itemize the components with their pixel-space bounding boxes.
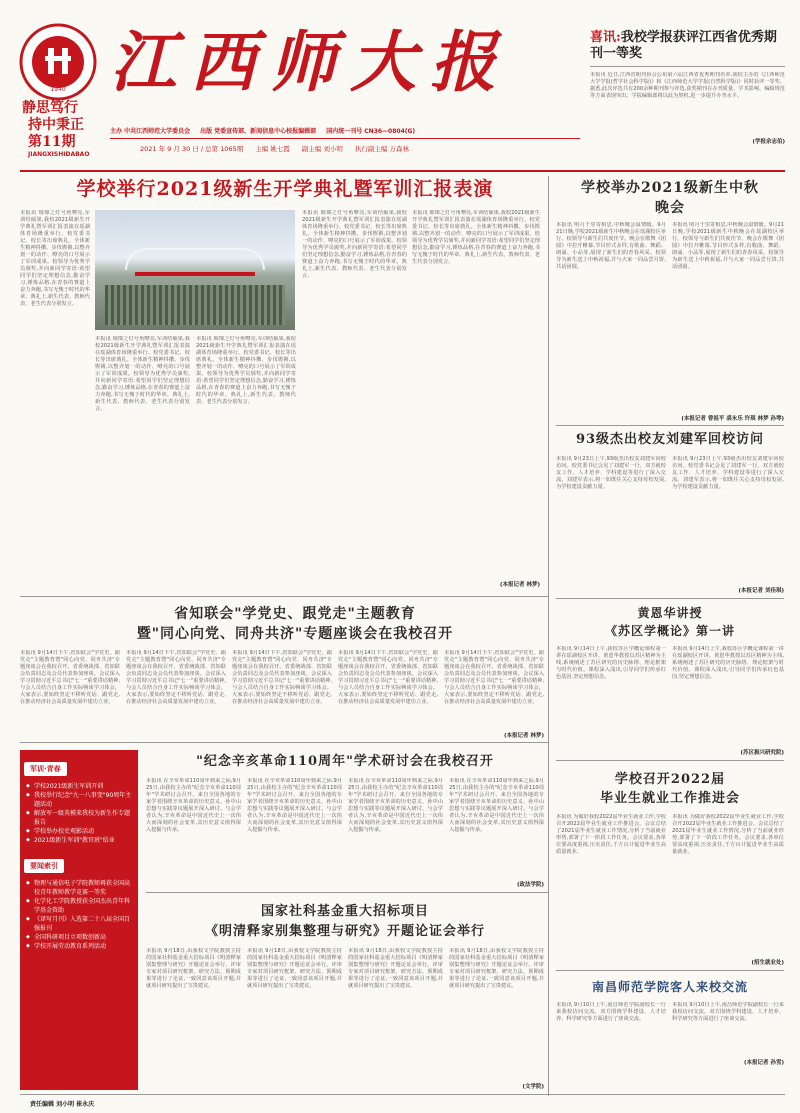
employment-body: 本报讯 为做好我校2022届毕业生就业工作,学校召开2022届毕业生就业工作推进会。会议总结了2021届毕业生就业工作情况,分析了当前就业形势,部署了下一阶段工作任务。会议要求,各单位要高度重视,压实责任,千方百计促进毕业生高质量就业。: [556, 814, 666, 855]
chief-editor: 主编 姚七霞: [255, 145, 290, 153]
sidebar-panel: [20, 750, 138, 1090]
forum-title-1: 省知联会"学党史、跟党走"主题教育: [174, 606, 416, 622]
social-science-body-col2: 本报讯 9月18日,由我校文学院教授主持的国家社科基金重大招标项目《明清释家别集整理与研究》开题论证会举行。评审专家对项目研究框架、研究方法、预期成果等进行了论证,一致同意该项目开题,并就项目研究提出了宝贵建议。: [247, 948, 342, 989]
cn-number: 国内统一刊号 CN36—0804(G): [326, 128, 416, 135]
huang-body: 本报讯 9月14日上午,我校苏区学概论课程第一讲在瑶湖校区开讲。黄恩华教授以苏区精神为主线,系统阐述了苏区研究的历史脉络、理论框架与时代价值。课程深入浅出,引导同学们传承红色基因,坚定理想信念。: [556, 646, 666, 680]
sidebar-item[interactable]: ◆ 解放军一级英模来我校为新生作专题报告: [24, 809, 134, 827]
sidebar-item[interactable]: ◆ 学校举办校史观影活动: [24, 827, 134, 836]
sponsor-bar: [110, 126, 580, 135]
forum-body-col1: 本报讯 9月14日下午,省知联会"学党史、跟党走"主题教育暨"同心向党、同舟共济"专题座谈会在我校召开。省委统战部、省知联会负责同志及会员代表参加座谈。会议深入学习贯彻习近平总书记"七一"重要讲话精神,与会人员结合自身工作实际畅谈学习体会。大家表示,要始终坚定不移听党话、跟党走,在推动经济社会高质量发展中建功立业。: [20, 650, 120, 705]
visit-headline: 南昌师范学院客人来校交流: [591, 980, 748, 994]
mid-autumn-headline: 学校举办2021级新生中秋晚会: [581, 180, 759, 216]
forum-headline: [60, 604, 530, 644]
news-flash: [590, 30, 785, 145]
masthead: [0, 0, 800, 170]
sidebar-news-list: [24, 782, 134, 845]
xinhai-body-col1: 本报讯 在辛亥革命110周年到来之际,9月25日,由我校主办的"纪念辛亥革命110周年"学术研讨会召开。来自全国各地的专家学者围绕辛亥革命的历史意义、孙中山思想与实践等议题展开深入研讨。与会学者认为,辛亥革命是中国近代史上一次伟大而深刻的社会变革,其历史意义值得深入挖掘与传承。: [146, 778, 241, 833]
huang-body-col2: 本报讯 9月14日上午,我校苏区学概论课程第一讲在瑶湖校区开讲。黄恩华教授以苏区精神为主线,系统阐述了苏区研究的历史脉络、理论框架与时代价值。课程深入浅出,引导同学们传承红色基因,坚定理想信念。: [672, 646, 784, 680]
sidebar-index-item[interactable]: ◆ 《译写月刊》入选第二十八届全国百强报刊: [24, 915, 134, 933]
forum-title-2: 暨"同心向党、同舟共济"专题座谈会在我校召开: [136, 626, 454, 642]
forum-body-col4: 本报讯 9月14日下午,省知联会"学党史、跟党走"主题教育暨"同心向党、同舟共济"专题座谈会在我校召开。省委统战部、省知联会负责同志及会员代表参加座谈。会议深入学习贯彻习近平总书记"七一"重要讲话精神,与会人员结合自身工作实际畅谈学习体会。大家表示,要始终坚定不移听党话、跟党走,在推动经济社会高质量发展中建功立业。: [338, 650, 438, 705]
alumnus-body: 本报讯 9月23日上午,93级杰出校友刘建军回校访问。校党委书记会见了刘建军一行。双方就校友工作、人才培养、学科建设等进行了深入交流。刘建军表示,将一如既往关心支持母校发展,为学校建设贡献力量。: [556, 456, 666, 490]
social-science-title-2: 《明清释家别集整理与研究》开题论证会举行: [204, 924, 485, 939]
opening-body-col4: 本报讯 璀璨之灯号角嘹亮,军训结硕果,我校2021级新生开学典礼暨军训汇报表演在瑶湖体育场隆重举行。校党委书记、校长等出席典礼。全体新生精神抖擞、步伐铿锵,以整齐划一的动作、嘹亮的口号展示了军训成果。校领导为优秀学员颁奖,并向新同学寄语:希望同学们坚定理想信念,勤奋学习,锤炼品格,在青春的赛道上奋力奔跑,书写无愧于时代的华章。典礼上,新生代表、教师代表、老生代表分别发言。: [302, 210, 407, 279]
xinhai-body-col2: 本报讯 在辛亥革命110周年到来之际,9月25日,由我校主办的"纪念辛亥革命110周年"学术研讨会召开。来自全国各地的专家学者围绕辛亥革命的历史意义、孙中山思想与实践等议题展开深入研讨。与会学者认为,辛亥革命是中国近代史上一次伟大而深刻的社会变革,其历史意义值得深入挖掘与传承。: [247, 778, 342, 833]
visit-body-col2: 本报讯 9月10日上午,南昌师范学院副校长一行来我校访问交流。双方围绕学科建设、人才培养、科学研究等方面进行了座谈交流。: [672, 1002, 784, 1022]
slogan-line1: 静思笃行: [22, 100, 78, 116]
employment-author: (招生就业处): [751, 960, 784, 966]
mid-autumn-body: 本报讯 明月千里寄相思,中秋晚会温情暖。9月21日晚,学校2021级新生中秋晚会在瑶湖校区举行。校领导与新生们共度佳节。晚会在歌舞《团圆》中拉开帷幕,节目形式多样,有歌曲、舞蹈、朗诵、小品等,展现了新生们的青春风采。校领导为新生送上中秋祝福,并与大家一同品尝月饼,共话团圆。: [556, 222, 666, 270]
sidebar-index-list: [24, 879, 134, 951]
alumnus-body-col2: 本报讯 9月23日上午,93级杰出校友刘建军回校访问。校党委书记会见了刘建军一行。双方就校友工作、人才培养、学科建设等进行了深入交流。刘建军表示,将一如既往关心支持母校发展,为学校建设贡献力量。: [672, 456, 784, 490]
employment-title-1: 学校召开2022届: [614, 772, 726, 787]
date-line: 2021 年 9 月 30 日 / 总第 1065期: [140, 145, 244, 153]
deputy-editor: 副主编 刘小明: [301, 145, 343, 153]
forum-author: (本报记者 林梦): [504, 733, 544, 739]
opening-body-col3: 本报讯 璀璨之灯号角嘹亮,军训结硕果,我校2021级新生开学典礼暨军训汇报表演在瑶湖体育场隆重举行。校党委书记、校长等出席典礼。全体新生精神抖擞、步伐铿锵,以整齐划一的动作、嘹亮的口号展示了军训成果。校领导为优秀学员颁奖,并向新同学寄语:希望同学们坚定理想信念,勤奋学习,锤炼品格,在青春的赛道上奋力奔跑,书写无愧于时代的华章。典礼上,新生代表、教师代表、老生代表分别发言。: [196, 336, 296, 405]
employment-body-col2: 本报讯 为做好我校2022届毕业生就业工作,学校召开2022届毕业生就业工作推进会。会议总结了2021届毕业生就业工作情况,分析了当前就业形势,部署了下一阶段工作任务。会议要求,各单位要高度重视,压实责任,千方百计促进毕业生高质量就业。: [672, 814, 784, 855]
xinhai-body-col3: 本报讯 在辛亥革命110周年到来之际,9月25日,由我校主办的"纪念辛亥革命110周年"学术研讨会召开。来自全国各地的专家学者围绕辛亥革命的历史意义、孙中山思想与实践等议题展开深入研讨。与会学者认为,辛亥革命是中国近代史上一次伟大而深刻的社会变革,其历史意义值得深入挖掘与传承。: [348, 778, 443, 833]
alumnus-headline: 93级杰出校友刘建军回校访问: [575, 432, 765, 447]
sidebar-section-label: 军训·青春: [24, 762, 67, 776]
slogan-line2: 持中秉正: [28, 117, 84, 133]
employment-title-2: 毕业生就业工作推进会: [599, 791, 740, 806]
issue-number: 第11期: [28, 134, 76, 150]
masthead-title: 江西师大报: [110, 23, 510, 101]
sponsor-1: 主办 中共江西师范大学委员会: [110, 128, 191, 135]
social-science-title-1: 国家社科基金重大招标项目: [260, 904, 429, 919]
forum-body-col5: 本报讯 9月14日下午,省知联会"学党史、跟党走"主题教育暨"同心向党、同舟共济"专题座谈会在我校召开。省委统战部、省知联会负责同志及会员代表参加座谈。会议深入学习贯彻习近平总书记"七一"重要讲话精神,与会人员结合自身工作实际畅谈学习体会。大家表示,要始终坚定不移听党话、跟党走,在推动经济社会高质量发展中建功立业。: [444, 650, 544, 705]
huang-title-2: 《苏区学概论》第一讲: [604, 624, 735, 638]
employment-headline: [556, 770, 784, 808]
social-science-body-col1: 本报讯 9月18日,由我校文学院教授主持的国家社科基金重大招标项目《明清释家别集整理与研究》开题论证会举行。评审专家对项目研究框架、研究方法、预期成果等进行了论证,一致同意该项目开题,并就项目研究提出了宝贵建议。: [146, 948, 241, 989]
xinhai-headline: "纪念辛亥革命110周年"学术研讨会在我校召开: [196, 754, 494, 769]
ceremony-photo: [95, 210, 295, 330]
sidebar-item[interactable]: ◆ 我校举行纪念"九一八事变"90周年主题活动: [24, 791, 134, 809]
opening-body-col5: 本报讯 璀璨之灯号角嘹亮,军训结硕果,我校2021级新生开学典礼暨军训汇报表演在瑶湖体育场隆重举行。校党委书记、校长等出席典礼。全体新生精神抖擞、步伐铿锵,以整齐划一的动作、嘹亮的口号展示了军训成果。校领导为优秀学员颁奖,并向新同学寄语:希望同学们坚定理想信念,勤奋学习,锤炼品格,在青春的赛道上奋力奔跑,书写无愧于时代的华章。典礼上,新生代表、教师代表、老生代表分别发言。: [412, 210, 540, 265]
sidebar-index-item[interactable]: ◆ 全国科研项目立项数创新高: [24, 933, 134, 942]
opening-headline: 学校举行2021级新生开学典礼暨军训汇报表演: [76, 178, 494, 200]
sidebar-index-item[interactable]: ◆ 学校开展劳动教育系列活动: [24, 942, 134, 951]
exec-editor: 执行副主编 万森林: [354, 145, 409, 153]
logo-year: 1940: [50, 86, 66, 93]
news-flash-label: 喜讯:: [590, 30, 621, 45]
alumnus-author: (本报记者 刘佳琪): [738, 588, 784, 594]
forum-body-col3: 本报讯 9月14日下午,省知联会"学党史、跟党走"主题教育暨"同心向党、同舟共济"专题座谈会在我校召开。省委统战部、省知联会负责同志及会员代表参加座谈。会议深入学习贯彻习近平总书记"七一"重要讲话精神,与会人员结合自身工作实际畅谈学习体会。大家表示,要始终坚定不移听党话、跟党走,在推动经济社会高质量发展中建功立业。: [232, 650, 332, 705]
huang-author: (苏区振兴研究院): [740, 750, 784, 756]
forum-body-col2: 本报讯 9月14日下午,省知联会"学党史、跟党走"主题教育暨"同心向党、同舟共济"专题座谈会在我校召开。省委统战部、省知联会负责同志及会员代表参加座谈。会议深入学习贯彻习近平总书记"七一"重要讲话精神,与会人员结合自身工作实际畅谈学习体会。大家表示,要始终坚定不移听党话、跟党走,在推动经济社会高质量发展中建功立业。: [126, 650, 226, 705]
xinhai-body-col4: 本报讯 在辛亥革命110周年到来之际,9月25日,由我校主办的"纪念辛亥革命110周年"学术研讨会召开。来自全国各地的专家学者围绕辛亥革命的历史意义、孙中山思想与实践等议题展开深入研讨。与会学者认为,辛亥革命是中国近代史上一次伟大而深刻的社会变革,其历史意义值得深入挖掘与传承。: [449, 778, 544, 833]
huang-title-1: 黄恩华讲授: [637, 606, 703, 620]
opening-body-left: 本报讯 璀璨之灯号角嘹亮,军训结硕果,我校2021级新生开学典礼暨军训汇报表演在瑶湖体育场隆重举行。校党委书记、校长等出席典礼。全体新生精神抖擞、步伐铿锵,以整齐划一的动作、嘹亮的口号展示了军训成果。校领导为优秀学员颁奖,并向新同学寄语:希望同学们坚定理想信念,勤奋学习,锤炼品格,在青春的赛道上奋力奔跑,书写无愧于时代的华章。典礼上,新生代表、教师代表、老生代表分别发言。: [20, 210, 90, 307]
university-logo: [18, 22, 98, 102]
social-science-headline: [146, 902, 544, 942]
visit-body: 本报讯 9月10日上午,南昌师范学院副校长一行来我校访问交流。双方围绕学科建设、人才培养、科学研究等方面进行了座谈交流。: [556, 1002, 666, 1022]
slogan: [22, 100, 102, 159]
sponsor-2: 出版 党委宣传部、新闻信息中心校报编辑部: [200, 128, 317, 135]
news-flash-title: 我校学报获评江西省优秀期刊一等奖: [590, 30, 777, 61]
social-science-body-col4: 本报讯 9月18日,由我校文学院教授主持的国家社科基金重大招标项目《明清释家别集整理与研究》开题论证会举行。评审专家对项目研究框架、研究方法、预期成果等进行了论证,一致同意该项目开题,并就项目研究提出了宝贵建议。: [449, 948, 544, 989]
xinhai-author: (政法学院): [516, 882, 544, 888]
sidebar-index-item[interactable]: ◆ 化学化工学院教授获全国杰出青年科学基金资助: [24, 897, 134, 915]
sidebar-index-label: 要闻索引: [24, 859, 64, 873]
date-bar: [140, 144, 580, 153]
pinyin: JIANGXISHIDABAO: [28, 151, 90, 158]
footer-editor: 责任编辑 刘小明 崔永庆: [30, 1101, 95, 1108]
mid-autumn-author: (本报记者 曾祖平 裘永乐 许琪 林梦 孙琴): [681, 416, 784, 422]
social-science-author: (文学院): [522, 1084, 544, 1090]
sidebar-item[interactable]: ◆ 学校2021级新生军训开训: [24, 782, 134, 791]
opening-author: (本报记者 林梦): [500, 582, 540, 588]
social-science-body-col3: 本报讯 9月18日,由我校文学院教授主持的国家社科基金重大招标项目《明清释家别集整理与研究》开题论证会举行。评审专家对项目研究框架、研究方法、预期成果等进行了论证,一致同意该项目开题,并就项目研究提出了宝贵建议。: [348, 948, 443, 989]
mid-autumn-body-col2: 本报讯 明月千里寄相思,中秋晚会温情暖。9月21日晚,学校2021级新生中秋晚会在瑶湖校区举行。校领导与新生们共度佳节。晚会在歌舞《团圆》中拉开帷幕,节目形式多样,有歌曲、舞蹈、朗诵、小品等,展现了新生们的青春风采。校领导为新生送上中秋祝福,并与大家一同品尝月饼,共话团圆。: [672, 222, 784, 270]
sidebar-item[interactable]: ◆ 2021级新生军训"教官班"结业: [24, 836, 134, 845]
huang-headline: [556, 604, 784, 640]
news-flash-body: 本报讯 近日,江西省期刊协会公布第六届江西省优秀期刊名单,我校主办的《江西师范大学学报(哲学社会科学版)》和《江西师范大学学报(自然科学版)》同时获评一等奖。据悉,此次评选共有200余种期刊参与评选,获奖期刊在办刊质量、学术影响、编辑规范等方面表现突出。学报编辑部将以此为契机,进一步提升办刊水平。: [590, 72, 785, 99]
sidebar-index-item[interactable]: ◆ 物理与通信电子学院教师再获全国高校青年教师教学竞赛一等奖: [24, 879, 134, 897]
news-flash-byline: (学报余志伯): [752, 139, 785, 145]
visit-author: (本报记者 孙雪): [744, 1060, 784, 1066]
opening-body-col2: 本报讯 璀璨之灯号角嘹亮,军训结硕果,我校2021级新生开学典礼暨军训汇报表演在瑶湖体育场隆重举行。校党委书记、校长等出席典礼。全体新生精神抖擞、步伐铿锵,以整齐划一的动作、嘹亮的口号展示了军训成果。校领导为优秀学员颁奖,并向新同学寄语:希望同学们坚定理想信念,勤奋学习,锤炼品格,在青春的赛道上奋力奔跑,书写无愧于时代的华章。典礼上,新生代表、教师代表、老生代表分别发言。: [95, 336, 190, 412]
